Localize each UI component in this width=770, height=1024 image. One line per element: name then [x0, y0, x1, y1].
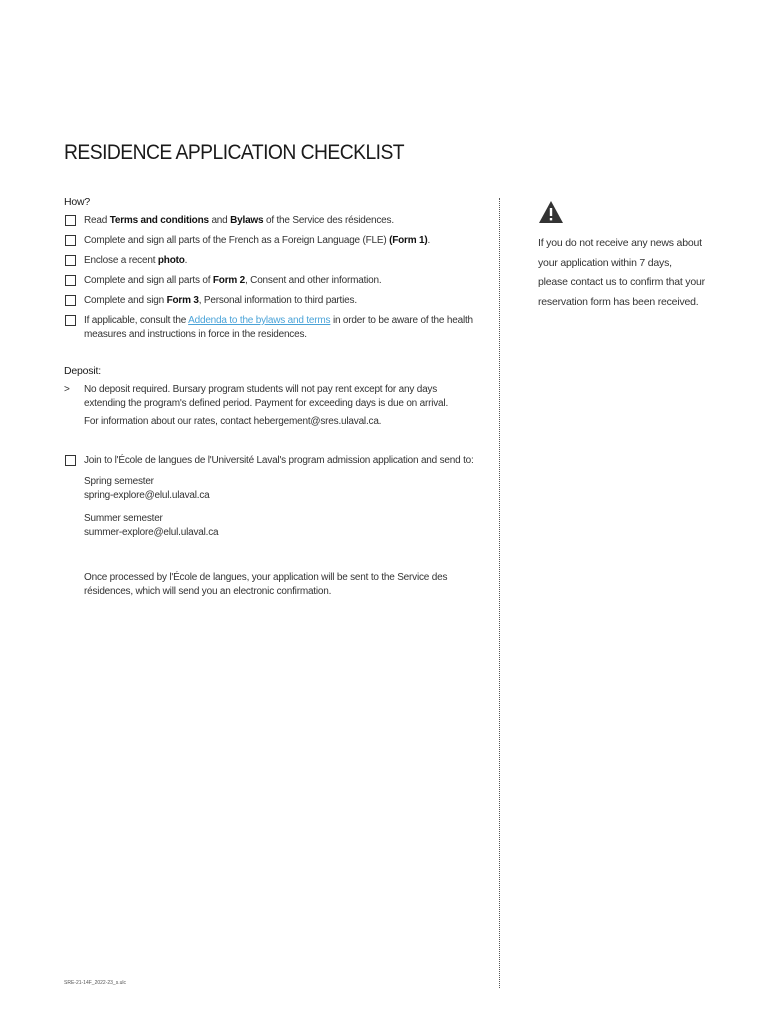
how-heading: How? [64, 196, 91, 208]
checklist-item-join: Join to l'École de langues de l'Université Laval's program admission application and send to: [64, 454, 479, 468]
notice-sidebar [538, 200, 738, 312]
checklist-item-form1: Complete and sign all parts of the French as a Foreign Language (FLE) (Form 1). [64, 234, 479, 248]
page-title: RESIDENCE APPLICATION CHECKLIST [64, 141, 405, 164]
deposit-item [64, 383, 479, 411]
checkbox[interactable] [65, 295, 76, 306]
notice-line: please contact us to confirm that your [538, 276, 705, 288]
deposit-text: No deposit required. Bursary program students will not pay rent except for any days extending the program's defined period. Payment for exceeding days is due on arrival. [84, 384, 449, 409]
checklist-item-photo: Enclose a recent photo. [64, 254, 479, 268]
checkbox[interactable] [65, 235, 76, 246]
spring-semester-block [64, 475, 479, 503]
checklist-item-form3: Complete and sign Form 3, Personal information to third parties. [64, 294, 479, 308]
checklist-item-form2: Complete and sign all parts of Form 2, Consent and other information. [64, 274, 479, 288]
summer-semester-block [64, 512, 479, 540]
dotted-divider [499, 198, 500, 988]
checklist-main [64, 196, 479, 599]
checkbox[interactable] [65, 255, 76, 266]
document-code: SRE-21-14F_2022-23_s.ulc [64, 980, 126, 986]
checkbox[interactable] [65, 455, 76, 466]
notice-line: your application within 7 days, [538, 256, 672, 269]
checkbox[interactable] [65, 215, 76, 226]
summer-semester-email: summer-explore@elul.ulaval.ca [84, 527, 219, 538]
summer-semester-label: Summer semester [84, 513, 163, 524]
notice-line: If you do not receive any news about [538, 237, 702, 249]
notice-line: reservation form has been received. [538, 295, 699, 308]
warning-triangle-icon [538, 200, 564, 224]
checklist-item-terms: Read Terms and conditions and Bylaws of the Service des résidences. [64, 214, 479, 228]
addenda-link[interactable]: Addenda to the bylaws and terms [188, 315, 331, 326]
checkbox[interactable] [65, 315, 76, 326]
notice-text [538, 234, 738, 312]
arrow-bullet-icon: > [64, 384, 70, 395]
processing-note: Once processed by l'École de langues, your application will be sent to the Service des résidences, which will send you an electronic confirmation. [84, 572, 448, 597]
spring-semester-email: spring-explore@elul.ulaval.ca [84, 490, 210, 501]
checklist-item-addenda: If applicable, consult the Addenda to the bylaws and terms in order to be aware of the health measures and instructions in force in the residences. [64, 314, 479, 342]
rates-note: For information about our rates, contact hebergement@sres.ulaval.ca. [84, 416, 382, 427]
checkbox[interactable] [65, 275, 76, 286]
deposit-heading: Deposit: [64, 365, 101, 377]
spring-semester-label: Spring semester [84, 476, 154, 487]
